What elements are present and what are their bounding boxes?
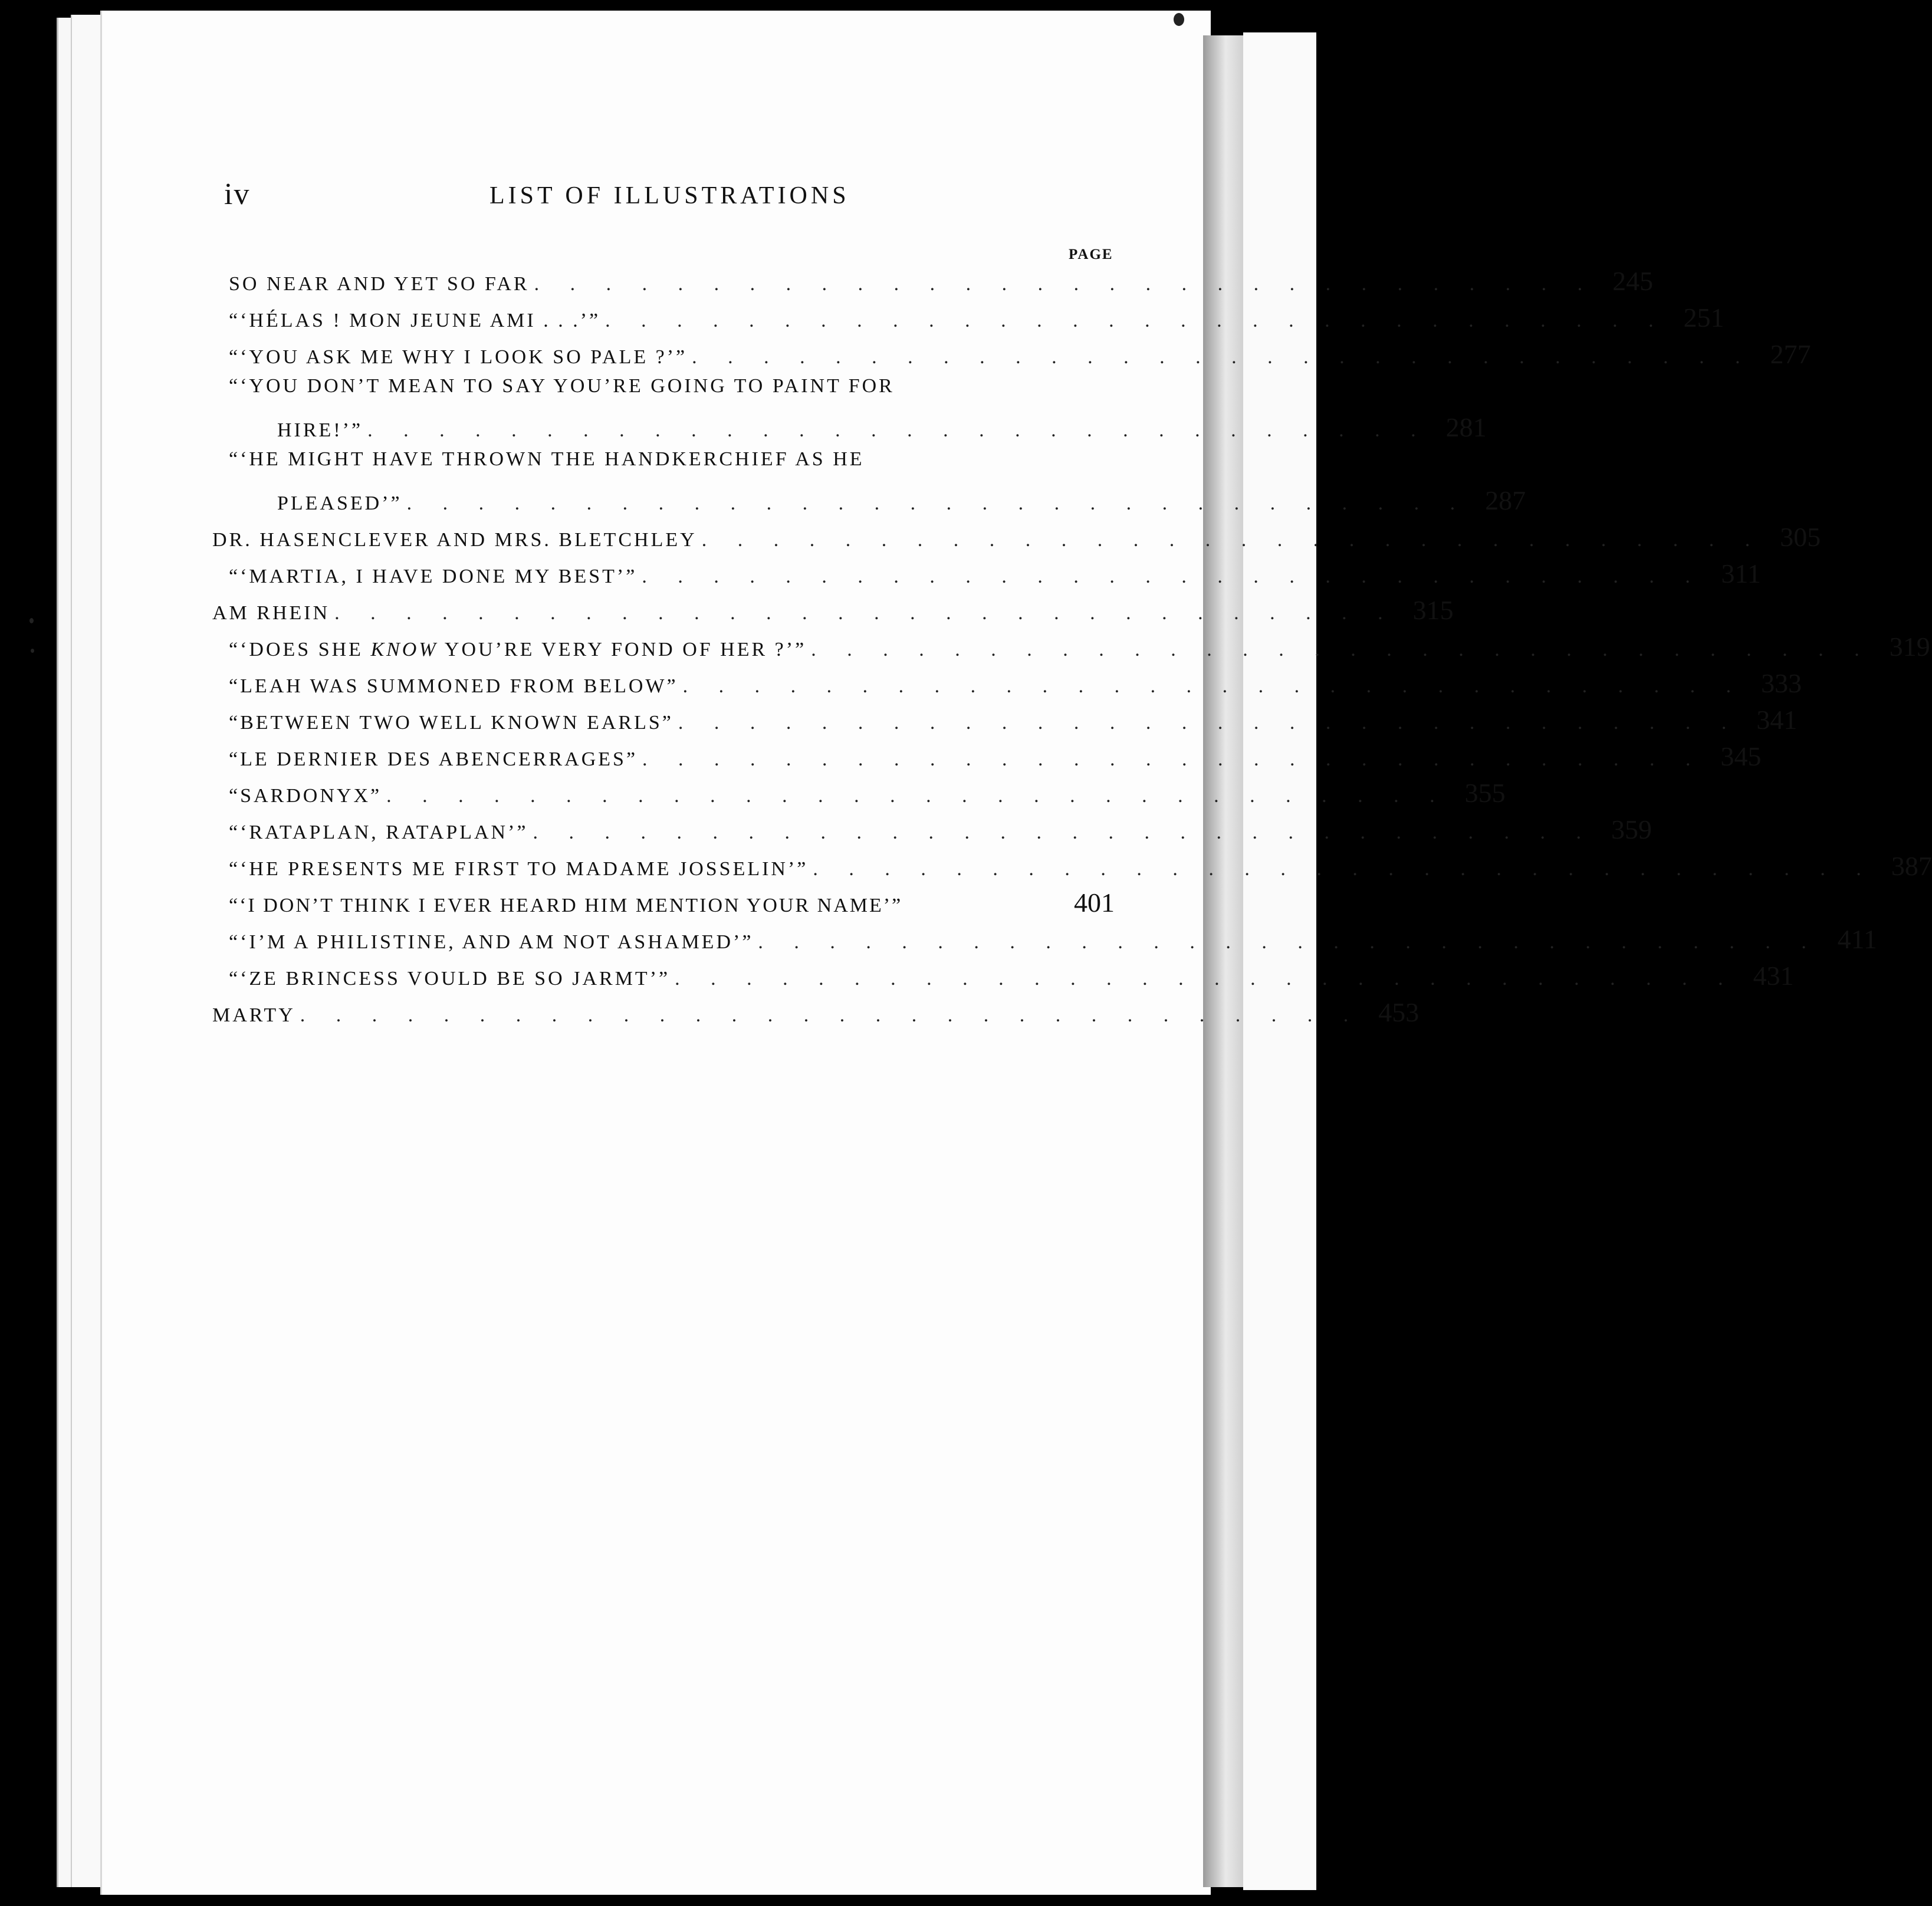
list-item-continuation xyxy=(212,485,1526,521)
entry-caption xyxy=(229,639,806,661)
entry-caption: “LE DERNIER DES ABENCERRAGES” xyxy=(229,748,638,770)
entry-page: 319 xyxy=(1889,632,1930,662)
dot-leader: . . . . . . . . . . . . . . . . . . . . . . . . . . . . . . xyxy=(813,858,1874,880)
list-item xyxy=(212,997,1420,1033)
entry-page: 453 xyxy=(1378,997,1420,1027)
dot-leader: . . . . . . . . . . . . . . . . . . . . . . . . . . . . . . xyxy=(642,748,1704,770)
dot-leader: . . . . . . . . . . . . . . . . . . . . . . . . . . . . . . xyxy=(533,821,1595,843)
entry-page: 245 xyxy=(1612,266,1654,296)
entry-caption: “‘YOU ASK ME WHY I LOOK SO PALE ?’” xyxy=(229,346,688,368)
entry-caption: “‘I’M A PHILISTINE, AND AM NOT ASHAMED’” xyxy=(229,931,754,953)
dot-leader: . . . . . . . . . . . . . . . . . . . . . . . . . . . . . . xyxy=(300,1004,1362,1026)
list-item xyxy=(212,302,1724,339)
list-item-continuation xyxy=(212,412,1487,448)
list-item xyxy=(212,741,1762,777)
entry-page: 333 xyxy=(1761,668,1802,698)
entry-page: 281 xyxy=(1445,412,1487,442)
page-column-label: PAGE xyxy=(1069,247,1113,262)
entry-caption: “BETWEEN TWO WELL KNOWN EARLS” xyxy=(229,712,673,734)
scan-speck xyxy=(29,618,34,623)
page-title: LIST OF ILLUSTRATIONS xyxy=(489,182,850,209)
entry-page: 315 xyxy=(1412,595,1454,625)
dot-leader: . . . . . . . . . . . . . . . . . . . . . . . . . . . . . . xyxy=(701,529,1763,551)
list-item xyxy=(212,668,1802,704)
page-folio: iv xyxy=(224,178,251,211)
list-item xyxy=(212,960,1794,997)
entry-page: 341 xyxy=(1756,705,1798,735)
entry-caption-post: YOU’RE VERY FOND OF HER ?’” xyxy=(438,639,807,660)
running-head xyxy=(0,177,1316,212)
entry-page: 277 xyxy=(1770,339,1811,369)
illustrations-list xyxy=(212,265,1932,1033)
entry-page: 355 xyxy=(1464,778,1506,808)
entry-page: 431 xyxy=(1753,961,1794,991)
entry-caption: “‘RATAPLAN, RATAPLAN’” xyxy=(229,821,528,843)
entry-caption: SO NEAR AND YET SO FAR xyxy=(229,273,530,295)
entry-caption: “‘MARTIA, I HAVE DONE MY BEST’” xyxy=(229,566,638,587)
entry-page: 251 xyxy=(1683,303,1724,333)
dot-leader: . . . . . . . . . . . . . . . . . . . . . . . . . . . . . . xyxy=(605,310,1667,331)
entry-page: 401 xyxy=(1074,888,1115,918)
list-item xyxy=(212,887,1115,924)
entry-caption: “‘HÉLAS ! MON JEUNE AMI . . .’” xyxy=(229,310,601,331)
list-item xyxy=(212,704,1798,741)
list-item xyxy=(212,814,1652,850)
dot-leader: . . . . . . . . . . . . . . . . . . . . . . . . . . . . . . xyxy=(675,968,1736,990)
list-item xyxy=(212,594,1454,631)
entry-page: 287 xyxy=(1485,485,1526,515)
list-item xyxy=(212,631,1930,668)
list-item xyxy=(212,339,1811,375)
dot-leader: . . . . . . . . . . . . . . . . . . . . . . . . . . . . . . xyxy=(367,419,1429,441)
entry-caption-emphasis: KNOW xyxy=(370,639,438,660)
scan-speck xyxy=(1174,13,1184,26)
dot-leader: . . . . . . . . . . . . . . . . . . . . . . . . . . . . . . xyxy=(386,785,1448,807)
entry-caption-line1: “‘HE MIGHT HAVE THROWN THE HANDKERCHIEF AS HE xyxy=(229,448,865,470)
entry-page: 387 xyxy=(1891,851,1932,881)
dot-leader: . . . . . . . . . . . . . . . . . . . . . . . . . . . . . . xyxy=(678,712,1740,734)
entry-caption: DR. HASENCLEVER AND MRS. BLETCHLEY xyxy=(212,529,697,551)
list-item xyxy=(212,521,1821,558)
entry-caption-pre: “‘DOES SHE xyxy=(229,639,371,660)
entry-caption: “‘HE PRESENTS ME FIRST TO MADAME JOSSELIN’” xyxy=(229,858,809,880)
list-item xyxy=(212,265,1654,302)
list-item xyxy=(212,850,1932,887)
entry-caption-line2: HIRE!’” xyxy=(277,419,363,441)
entry-caption: MARTY xyxy=(212,1004,295,1026)
entry-caption-line2: PLEASED’” xyxy=(277,492,402,514)
dot-leader: . . . . . . . . . . . . . . . . . . . . . . . . . . . . . . xyxy=(682,675,1744,697)
dot-leader: . . . . . . . . . . . . . . . . . . . . . . . . . . . . . . xyxy=(642,566,1703,587)
entry-caption: “SARDONYX” xyxy=(229,785,382,807)
entry-caption: “‘I DON’T THINK I EVER HEARD HIM MENTION YOUR NAME’” xyxy=(229,895,903,916)
entry-page: 345 xyxy=(1720,741,1762,771)
dot-leader: . . . . . . . . . . . . . . . . . . . . . . . . . . . . . . xyxy=(692,346,1753,368)
list-item xyxy=(212,777,1506,814)
entry-page: 305 xyxy=(1780,522,1821,552)
entry-caption: AM RHEIN xyxy=(212,602,330,624)
dot-leader: . . . . . . . . . . . . . . . . . . . . . . . . . . . . . . xyxy=(334,602,1396,624)
list-item xyxy=(212,375,1115,412)
list-item xyxy=(212,924,1877,960)
entry-page: 311 xyxy=(1721,558,1761,589)
dot-leader: . . . . . . . . . . . . . . . . . . . . . . . . . . . . . . xyxy=(534,273,1596,295)
entry-page: 359 xyxy=(1611,814,1652,844)
entry-caption: “LEAH WAS SUMMONED FROM BELOW” xyxy=(229,675,678,697)
list-item xyxy=(212,448,1115,485)
dot-leader: . . . . . . . . . . . . . . . . . . . . . . . . . . . . . . xyxy=(811,639,1872,660)
list-item xyxy=(212,558,1761,594)
entry-caption: “‘ZE BRINCESS VOULD BE SO JARMT’” xyxy=(229,968,671,990)
scan-speck xyxy=(31,649,34,653)
dot-leader: . . . . . . . . . . . . . . . . . . . . . . . . . . . . . . xyxy=(758,931,1819,953)
dot-leader: . . . . . . . . . . . . . . . . . . . . . . . . . . . . . . xyxy=(406,492,1468,514)
entry-caption-line1: “‘YOU DON’T MEAN TO SAY YOU’RE GOING TO PAINT FOR xyxy=(229,375,895,397)
entry-page: 411 xyxy=(1837,924,1877,954)
